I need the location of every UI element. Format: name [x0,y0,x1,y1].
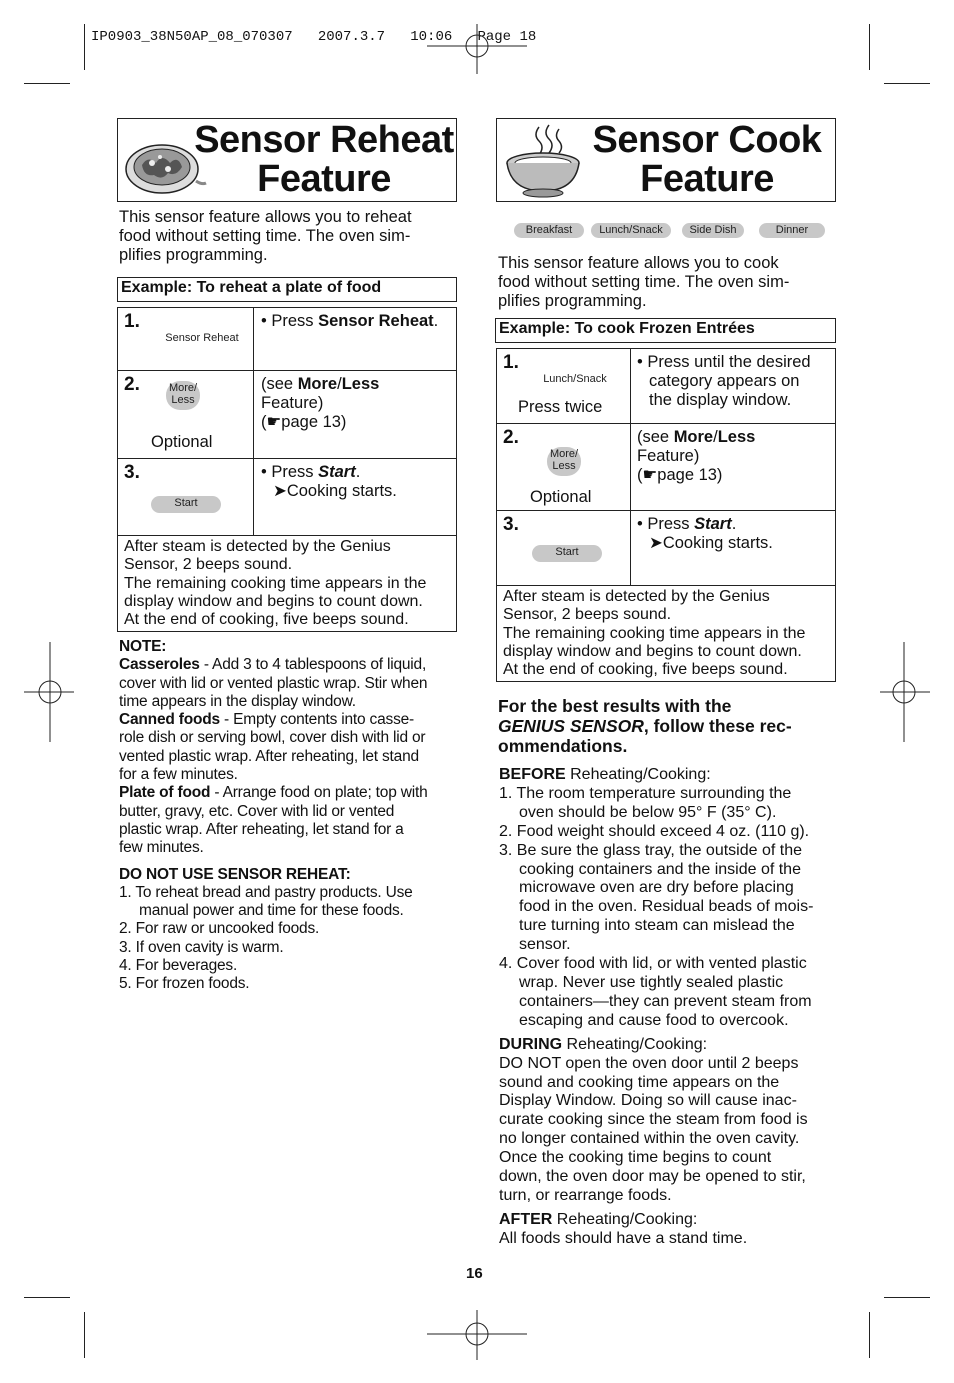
text-bold: BEFORE [499,766,566,783]
title-line-2: Feature [257,158,391,200]
side-dish-button[interactable]: Side Dish [682,223,744,238]
crop-mark [84,24,85,70]
do-not-use-heading: DO NOT USE SENSOR REHEAT: [119,865,351,883]
text: ➤Cooking starts. [649,534,773,552]
breakfast-button[interactable]: Breakfast [514,223,584,238]
text-bold: More [297,375,338,393]
title-line-1: Sensor Reheat [194,119,454,161]
text: Reheating/Cooking: [565,766,711,783]
step-number: 1. [503,352,519,373]
lunch-snack-button[interactable]: Lunch/Snack [591,223,671,238]
list-item: 1. To reheat bread and pastry products. Use manual power and time for these foods. [119,883,413,920]
more-less-button[interactable] [166,381,200,410]
sensor-reheat-title-box [117,118,457,202]
step-1-right [631,349,836,424]
text: display window and begins to count down. [503,642,802,660]
crop-mark [884,83,930,84]
after-steam-text [118,536,456,631]
genius-sensor-heading [498,696,838,756]
text: • Press [261,312,319,330]
list-item: 2. Food weight should exceed 4 oz. (110 g). [499,822,810,840]
text-bold: AFTER [499,1210,553,1228]
step-number: 1. [124,311,140,332]
list-item: oven should be below 95° F (35° C). [519,803,777,821]
start-button[interactable]: Start [151,496,221,513]
start-button[interactable]: Start [532,545,602,562]
list-item: 5. For frozen foods. [119,975,250,993]
text: down, the oven door may be opened to stir, [499,1168,806,1186]
step-3-left [497,511,631,586]
cook-after-steam [497,586,836,682]
text: . [355,463,361,481]
text-bold: Less [341,375,380,393]
step-2-right [254,371,457,459]
registration-mark-bottom [427,1310,527,1360]
button-label: More/ [168,382,198,394]
step-3-right [254,459,457,536]
list-item: 3. Be sure the glass tray, the outside of the [499,841,802,859]
lunch-snack-button[interactable]: Lunch/Snack [543,373,607,385]
text-bold: More [673,428,714,446]
text: display window and begins to count down. [124,592,423,610]
text: . [433,312,439,330]
text: The remaining cooking time appears in the [503,624,806,642]
button-label: More/ [549,448,579,460]
intro-line: plifies programming. [498,292,647,310]
text: cover with lid or vented plastic wrap. Stir when [119,674,428,692]
reheat-intro [119,208,412,265]
text: (see [261,375,298,393]
list-item: microwave oven are dry before placing [519,879,794,897]
list-item: 3. If oven cavity is warm. [119,938,284,956]
text: turn, or rearrange foods. [499,1186,672,1204]
steaming-bowl-icon [503,123,583,199]
after-steam-text [497,586,835,681]
intro-line: This sensor feature allows you to cook [498,254,779,272]
step-3-text [261,463,397,501]
text: Reheating/Cooking: [562,1035,708,1053]
text: - Add 3 to 4 tablespoons of liquid, [199,656,427,674]
text: After steam is detected by the Genius [503,588,770,605]
text: (see [637,428,674,446]
text: no longer contained within the oven cavity. [499,1130,800,1148]
list-item: 4. For beverages. [119,957,238,975]
step-caption: Optional [151,433,213,451]
step-number: 2. [124,374,140,395]
page-reference: (☛page 13) [261,413,347,431]
text: ommendations. [498,736,628,756]
text: • Press until the desired [637,353,811,371]
note-bold: Canned foods [119,711,220,729]
note-bold: Plate of food [119,784,211,802]
registration-mark-right [880,642,930,742]
crop-mark [884,1297,930,1298]
step-3-right [631,511,836,586]
text: Sensor, 2 beeps sound. [503,606,672,624]
step-1-text [637,353,811,410]
text: DO NOT open the oven door until 2 beeps [499,1054,799,1072]
text: butter, gravy, etc. Cover with lid or vented [119,802,395,820]
list-item: wrap. Never use tightly sealed plastic [519,973,784,991]
button-label: Less [171,394,195,406]
step-number: 3. [124,462,140,483]
step-number: 3. [503,514,519,535]
text: Sensor, 2 beeps sound. [124,556,293,574]
list-item: 4. Cover food with lid, or with vented plastic [499,955,807,973]
text: Feature) [637,447,700,465]
intro-line: food without setting time. The oven sim- [498,273,790,291]
title-line-1: Sensor Cook [592,119,822,161]
sensor-cook-title-box [496,118,836,202]
cook-intro [498,254,789,311]
list-item: sensor. [519,936,571,954]
crop-mark [84,1312,85,1358]
text: At the end of cooking, five beeps sound. [503,661,788,679]
text: All foods should have a stand time. [499,1229,748,1247]
text: At the end of cooking, five beeps sound. [124,611,409,629]
text-bold: Sensor Reheat [318,312,434,330]
text: . [731,515,737,533]
text: Reheating/Cooking: [552,1210,698,1228]
text: sound and cooking time appears on the [499,1073,780,1091]
text: Display Window. Doing so will cause inac- [499,1092,797,1110]
step-3-left [118,459,254,536]
cook-example-heading: Example: To cook Frozen Entrées [495,318,836,343]
text: vented plastic wrap. After reheating, let stand [119,747,419,765]
text: few minutes. [119,839,204,857]
step-1-text [261,312,438,331]
reheat-notes [119,638,459,994]
list-item: containers—they can prevent steam from [519,992,812,1010]
text: • Press [637,515,695,533]
list-item: ture turning into steam can mislead the [519,917,795,935]
text-bold: Start [318,463,356,481]
text: • Press [261,463,319,481]
step-1-left [118,308,254,371]
registration-mark-top [427,24,527,74]
text-bold: DURING [499,1035,563,1053]
text: for a few minutes. [119,766,238,784]
registration-mark-left [24,642,74,742]
text: role dish or serving bowl, cover dish with lid or [119,729,426,747]
text: category appears on [649,372,800,390]
step-1-left [497,349,631,424]
button-label: Less [552,460,576,472]
page-number: 16 [466,1265,483,1282]
do-not-use-list [119,884,459,994]
step-2-left [118,371,254,459]
step-caption: Press twice [518,398,603,416]
list-item: 1. The room temperature surrounding the [499,784,792,802]
text: plastic wrap. After reheating, let stand for a [119,820,404,838]
text: / [337,375,342,393]
intro-line: plifies programming. [119,246,268,264]
reheat-after-steam [118,536,457,632]
text: Once the cooking time begins to count [499,1149,772,1167]
text-italic: GENIUS SENSOR [498,716,644,736]
crop-mark [869,1312,870,1358]
dinner-button[interactable]: Dinner [759,223,825,238]
text: time appears in the display window. [119,692,356,710]
text: - Arrange food on plate; top with [210,784,428,802]
note-heading: NOTE: [119,638,167,655]
text: The remaining cooking time appears in the [124,574,427,592]
list-item: food in the oven. Residual beads of mois- [519,898,814,916]
list-item: cooking containers and the inside of the [519,860,801,878]
step-caption: Optional [530,488,592,506]
text-bold: Start [694,515,732,533]
text: - Empty contents into casse- [219,711,414,729]
text: Feature) [261,394,324,412]
step-number: 2. [503,427,519,448]
crop-mark [24,1297,70,1298]
text: / [713,428,718,446]
crop-mark [24,83,70,84]
text: ➤Cooking starts. [273,482,397,500]
step-2-text [261,375,379,432]
step-2-text [637,428,755,485]
step-1-right [254,308,457,371]
list-item: escaping and cause food to overcook. [519,1011,789,1029]
intro-line: food without setting time. The oven sim- [119,227,411,245]
reheat-example-heading: Example: To reheat a plate of food [117,277,457,302]
step-2-right [631,424,836,511]
note-bold: Casseroles [119,656,200,674]
recommendations [499,766,839,1249]
print-header: IP0903_38N50AP_08_070307 2007.3.7 10:06 Page 18 [91,29,537,45]
title-line-2: Feature [640,158,774,200]
page-reference: (☛page 13) [637,466,723,484]
text: the display window. [649,391,792,409]
crop-mark [869,24,870,70]
sensor-reheat-button[interactable]: Sensor Reheat [165,332,239,344]
text: After steam is detected by the Genius [124,538,391,555]
text: curate cooking since the steam from food is [499,1111,808,1129]
intro-line: This sensor feature allows you to reheat [119,208,412,226]
text: , follow these rec- [643,716,792,736]
reheat-steps-table [117,307,457,632]
step-3-text [637,515,773,553]
step-2-left [497,424,631,511]
text-bold: Less [717,428,756,446]
more-less-button[interactable] [547,447,581,476]
text: For the best results with the [498,696,732,716]
category-buttons [496,221,836,239]
cook-steps-table [496,348,836,682]
list-item: 2. For raw or uncooked foods. [119,920,320,938]
